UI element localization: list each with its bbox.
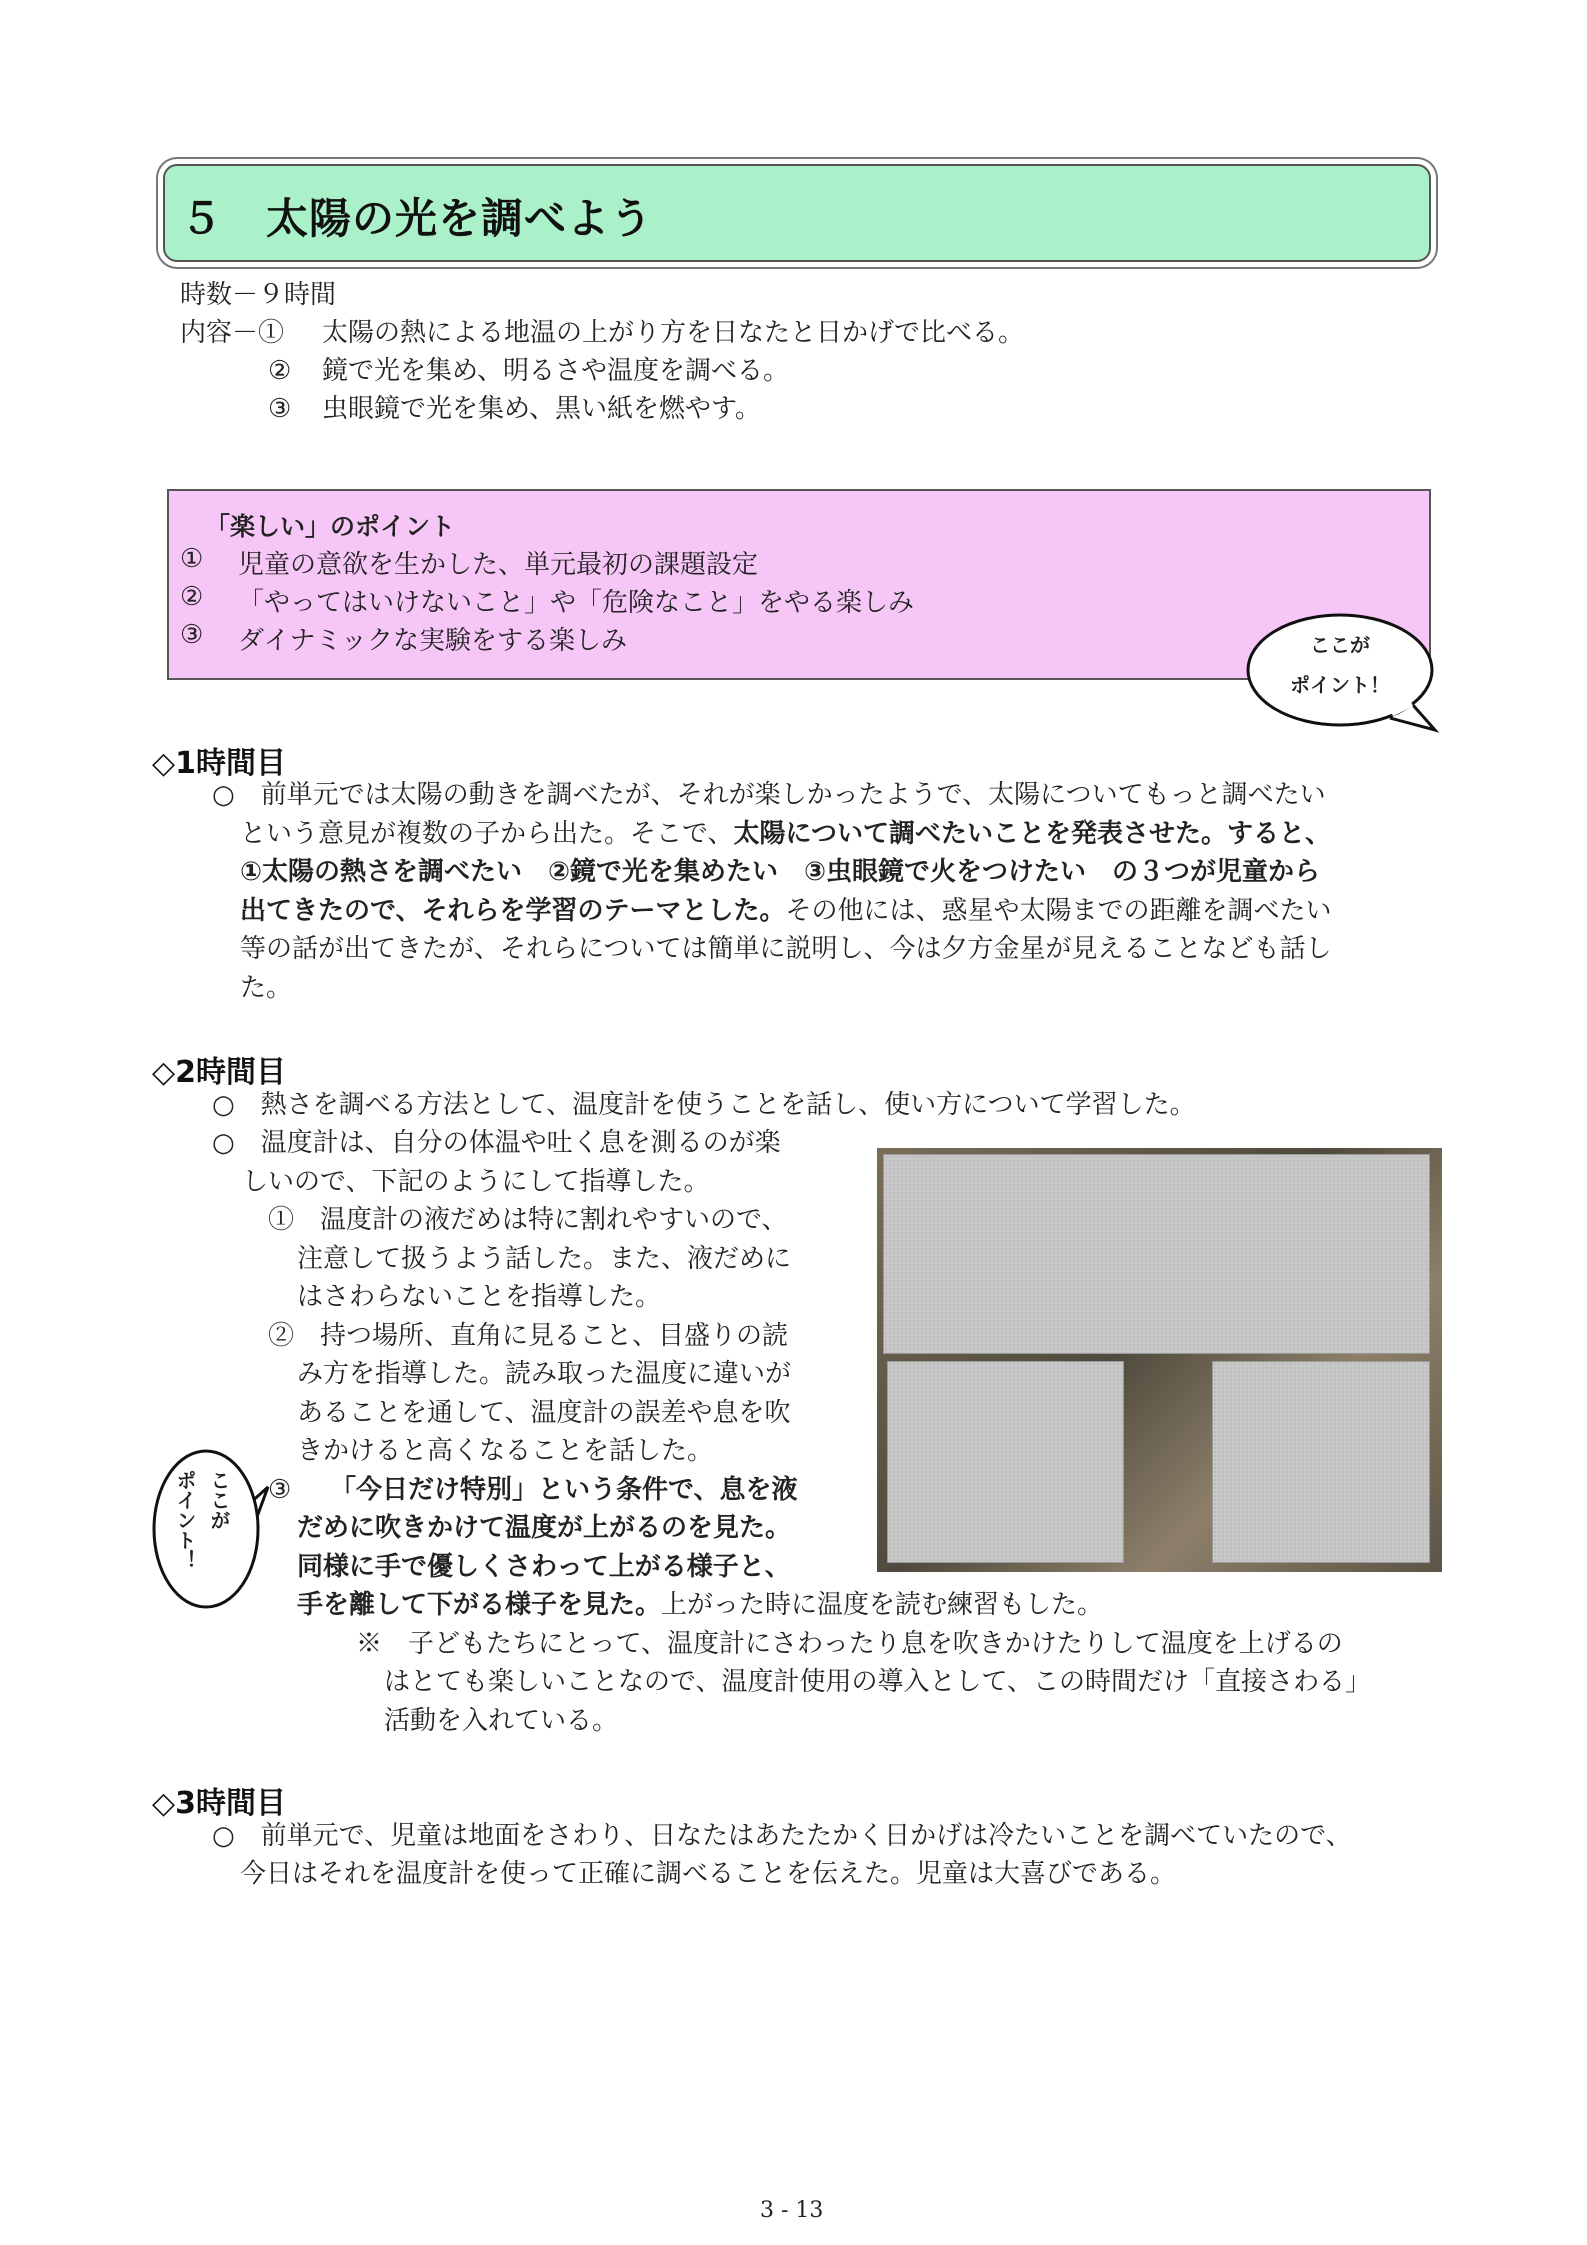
bubble-right-line1: ここが	[1310, 633, 1370, 657]
content-item-2: 鏡で光を集め、明るさや温度を調べる。	[322, 356, 789, 386]
content-item-3-num: ③	[268, 394, 292, 424]
section-3-line-2: 今日はそれを温度計を使って正確に調べることを伝えた。児童は大喜びである。	[240, 1859, 1177, 1889]
section-2-item-1c: はさわらないことを指導した。	[297, 1282, 662, 1312]
content-item-1: 太陽の熱による地温の上がり方を日なたと日かげで比べる。	[322, 318, 1025, 348]
section-2-item-2d: きかけると高くなることを話した。	[297, 1436, 714, 1466]
points-item-2: 「やってはいけないこと」や「危険なこと」をやる楽しみ	[238, 588, 915, 618]
points-item-1: 児童の意欲を生かした、単元最初の課題設定	[238, 550, 759, 580]
section-1-line-5: 等の話が出てきたが、それらについては簡単に説明し、今は夕方金星が見えることなども話し	[240, 934, 1332, 964]
section-2-note-1: ※ 子どもたちにとって、温度計にさわったり息を吹きかけたりして温度を上げるの	[356, 1629, 1343, 1659]
section-1-line-1: ○ 前単元では太陽の動きを調べたが、それが楽しかったようで、太陽についてもっと調べたい	[212, 780, 1326, 810]
photo-collage	[877, 1148, 1442, 1572]
section-2-item-1a: ① 温度計の液だめは特に割れやすいので、	[268, 1205, 788, 1235]
section-2-item-2b: み方を指導した。読み取った温度に違いが	[297, 1359, 792, 1389]
points-item-2-num: ②	[180, 582, 204, 612]
section-2-item-2a: ② 持つ場所、直角に見ること、目盛りの読	[268, 1321, 789, 1351]
section-2-item-3c: 同様に手で優しくさわって上がる様子と、	[297, 1552, 791, 1582]
section-2-note-3: 活動を入れている。	[384, 1706, 619, 1736]
bubble-right-line2: ポイント！	[1290, 673, 1390, 697]
section-3-heading: ◇3時間目	[152, 1786, 286, 1821]
section-2-line-1: ○ 熱さを調べる方法として、温度計を使うことを話し、使い方について学習した。	[212, 1090, 1196, 1120]
section-3-line-1: ○ 前単元で、児童は地面をさわり、日なたはあたたかく日かげは冷たいことを調べていたので、	[212, 1821, 1352, 1851]
hours-text: 時数－９時間	[180, 280, 337, 310]
photo-bottom-right	[1212, 1361, 1430, 1563]
photo-top	[883, 1154, 1430, 1354]
section-2-item-1b: 注意して扱うよう話した。また、液だめに	[297, 1244, 792, 1274]
points-item-3-num: ③	[180, 620, 204, 650]
section-2-item-3a: 「今日だけ特別」という条件で、息を液	[330, 1475, 798, 1505]
bubble-left-line2: ポイント！	[173, 1470, 197, 1570]
points-heading: 「楽しい」のポイント	[205, 512, 456, 541]
section-2-line-3: しいので、下記のようにして指導した。	[242, 1167, 710, 1197]
section-2-line-2: ○ 温度計は、自分の体温や吐く息を測るのが楽	[212, 1128, 781, 1158]
section-2-item-3-num: ③	[268, 1475, 292, 1505]
section-2-item-2c: あることを通して、温度計の誤差や息を吹	[297, 1398, 791, 1428]
section-2-item-3b: だめに吹きかけて温度が上がるのを見た。	[297, 1513, 792, 1543]
section-1-heading: ◇1時間目	[152, 746, 286, 781]
section-2-item-3d: 手を離して下がる様子を見た。上がった時に温度を読む練習もした。	[297, 1590, 1104, 1620]
photo-bottom-left	[887, 1361, 1124, 1563]
section-2-heading: ◇2時間目	[152, 1055, 286, 1090]
page-title: ５ 太陽の光を調べよう	[180, 194, 654, 243]
points-item-1-num: ①	[180, 544, 204, 574]
section-1-line-4: 出てきたので、それらを学習のテーマとした。その他には、惑星や太陽までの距離を調べたい	[240, 896, 1332, 926]
content-label: 内容－①	[180, 318, 285, 348]
section-1-line-3: ①太陽の熱さを調べたい ②鏡で光を集めたい ③虫眼鏡で火をつけたい の３つが児童から	[240, 857, 1321, 887]
content-item-3: 虫眼鏡で光を集め、黒い紙を燃やす。	[322, 394, 761, 424]
section-1-line-6: た。	[240, 973, 293, 1003]
content-item-2-num: ②	[268, 356, 292, 386]
page-number: 3 - 13	[760, 2198, 824, 2223]
section-2-note-2: はとても楽しいことなので、温度計使用の導入として、この時間だけ「直接さわる」	[384, 1667, 1371, 1697]
bubble-left-line1: ここが	[207, 1470, 231, 1530]
points-item-3: ダイナミックな実験をする楽しみ	[238, 626, 627, 656]
section-1-line-2: という意見が複数の子から出た。そこで、太陽について調べたいことを発表させた。すると、	[240, 819, 1331, 849]
